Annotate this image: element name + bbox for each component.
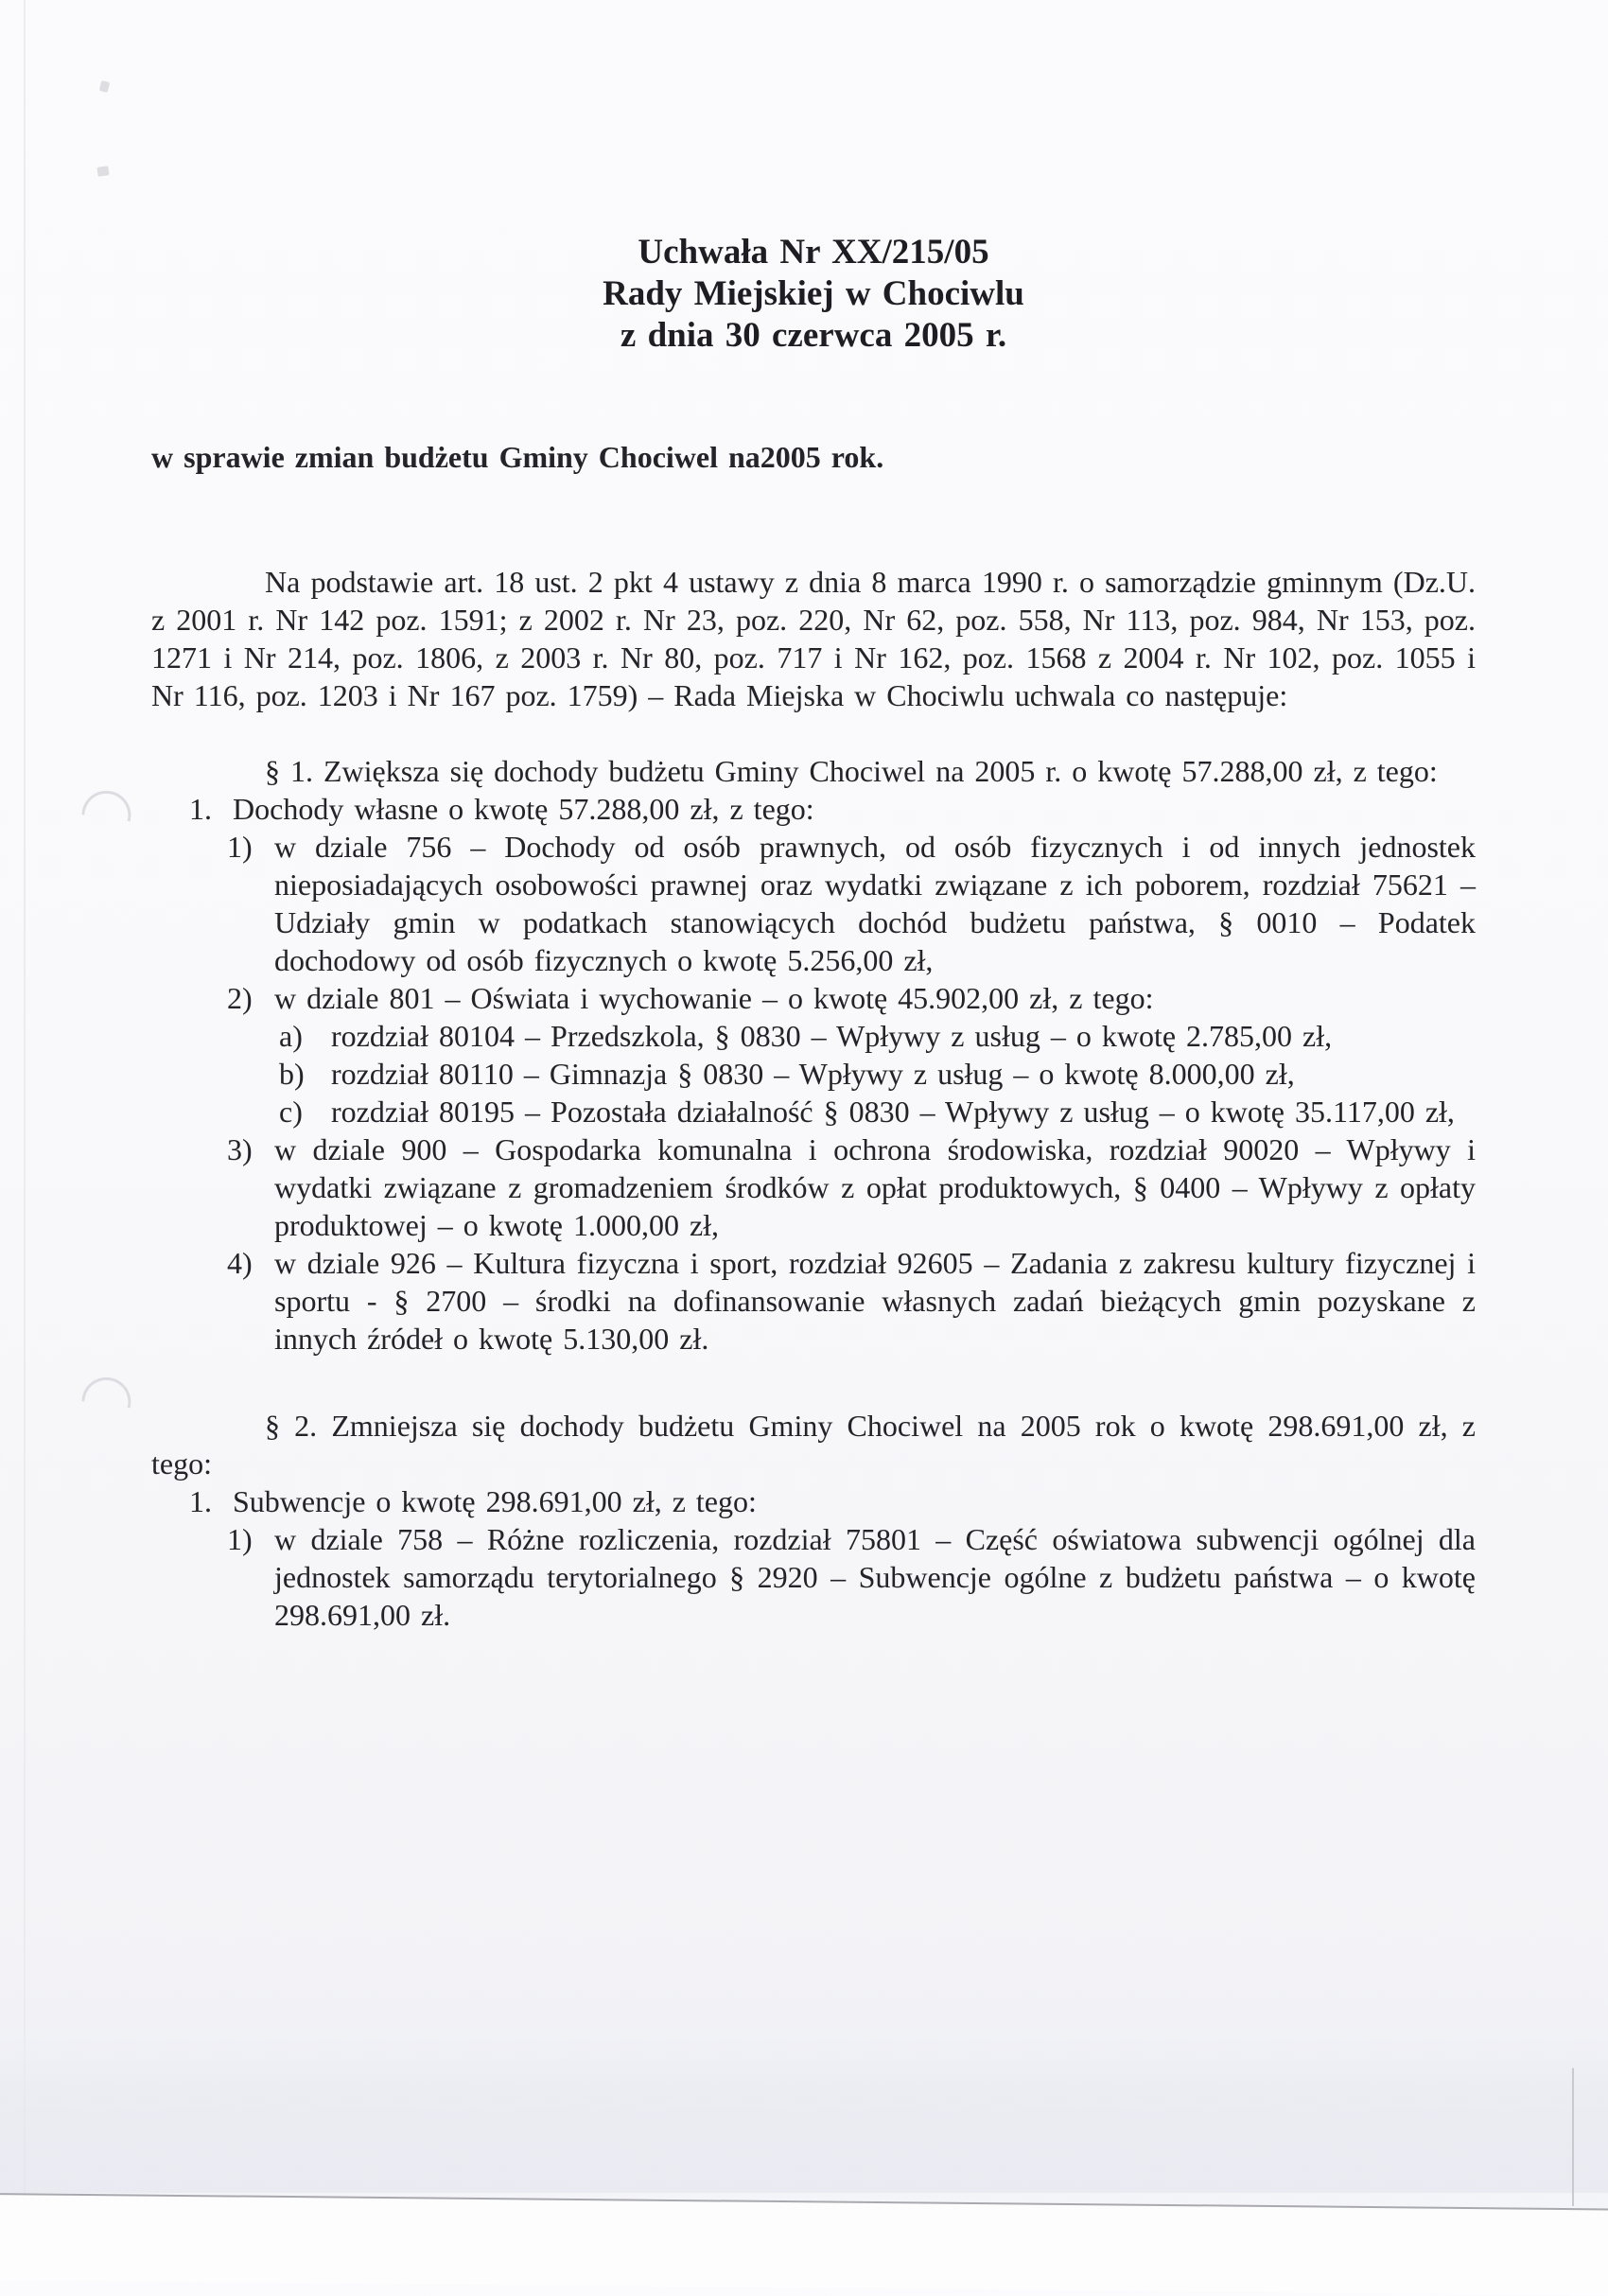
section-1-paragraph: § 1. Zwiększa się dochody budżetu Gminy Chociwel na 2005 r. o kwotę 57.288,00 zł, z tego:: [265, 754, 1438, 788]
list-marker: 4): [227, 1246, 253, 1280]
list-item-text: rozdział 80104 – Przedszkola, § 0830 – Wpływy z usług – o kwotę 2.785,00 zł,: [331, 1019, 1333, 1053]
document-body: [151, 232, 1476, 1634]
list-marker: 1): [227, 830, 253, 864]
legal-basis-paragraph: Na podstawie art. 18 ust. 2 pkt 4 ustawy z dnia 8 marca 1990 r. o samorządzie gminnym (Dz.U. z 2001 r. Nr 142 poz. 1591; z 2002 r. Nr 23, poz. 220, Nr 62, poz. 558, Nr 113, poz. 984, Nr 153, poz. 1271 i Nr 214, poz. 1806, z 2003 r. Nr 80, poz. 717 i Nr 162, poz. 1568 z 2004 r. Nr 102, poz. 1055 i Nr 116, poz. 1203 i Nr 167 poz. 1759) – Rada Miejska w Chociwlu uchwala co następuje:: [151, 565, 1476, 712]
list-item-text: rozdział 80110 – Gimnazja § 0830 – Wpływy z usług – o kwotę 8.000,00 zł,: [331, 1057, 1295, 1091]
subject-line: w sprawie zmian budżetu Gminy Chociwel na2005 rok.: [151, 440, 884, 474]
list-marker: 1.: [189, 792, 212, 826]
list-marker: b): [279, 1057, 305, 1091]
title-line-resolution-number: Uchwała Nr XX/215/05: [638, 233, 989, 272]
list-marker: c): [279, 1095, 303, 1129]
section-2-subitem-1: [151, 1520, 1476, 1634]
letter-item-a: [274, 1017, 1476, 1055]
paper-edge-right: [1572, 2068, 1574, 2206]
punch-hole-shadow: [81, 788, 134, 822]
page-fold-line: [24, 0, 26, 2204]
section-1-subitem-1: [151, 828, 1476, 979]
letter-item-b: [274, 1055, 1476, 1093]
list-marker: 1.: [189, 1484, 212, 1518]
title-line-council-name: Rady Miejskiej w Chociwlu: [603, 274, 1024, 313]
list-item-text: w dziale 756 – Dochody od osób prawnych, od osób fizycznych i od innych jednostek nieposiadających osobowości prawnej oraz wydatki związane z ich poborem, rozdział 75621 – Udziały gmin w podatkach stanowiących dochód budżetu państwa, § 0010 – Podatek dochodowy od osób fizycznych o kwotę 5.256,00 zł,: [274, 830, 1476, 977]
scan-shadow-band: [0, 2034, 1608, 2193]
letter-item-c: [274, 1093, 1476, 1130]
section-2-list-item: [151, 1482, 1476, 1520]
list-marker: a): [279, 1019, 303, 1053]
section-1-subitem-4: [151, 1244, 1476, 1358]
scan-speck: [99, 80, 110, 93]
list-marker: 1): [227, 1522, 253, 1556]
section-2-paragraph: § 2. Zmniejsza się dochody budżetu Gminy Chociwel na 2005 rok o kwotę 298.691,00 zł, z tego:: [151, 1409, 1476, 1481]
list-marker: 3): [227, 1132, 253, 1166]
list-item-text: Dochody własne o kwotę 57.288,00 zł, z tego:: [233, 792, 814, 826]
punch-hole-shadow: [81, 1375, 134, 1409]
list-item-text: w dziale 758 – Różne rozliczenia, rozdział 75801 – Część oświatowa subwencji ogólnej dla jednostek samorządu terytorialnego § 2920 – Subwencje ogólne z budżetu państwa – o kwotę 298.691,00 zł.: [274, 1522, 1476, 1632]
title-line-date: z dnia 30 czerwca 2005 r.: [620, 316, 1007, 355]
list-item-text: rozdział 80195 – Pozostała działalność § 0830 – Wpływy z usług – o kwotę 35.117,00 zł,: [331, 1095, 1455, 1129]
section-1-list-item: [151, 790, 1476, 828]
list-item-text: w dziale 900 – Gospodarka komunalna i ochrona środowiska, rozdział 90020 – Wpływy i wydatki związane z gromadzeniem środków z opłat produktowych, § 0400 – Wpływy z opłaty produktowej – o kwotę 1.000,00 zł,: [274, 1132, 1476, 1242]
paper-edge-bottom: [0, 2193, 1608, 2296]
section-1-subitem-3: [151, 1130, 1476, 1244]
section-1-subitem-2: [151, 979, 1476, 1130]
list-item-text: Subwencje o kwotę 298.691,00 zł, z tego:: [233, 1484, 757, 1518]
scan-speck: [96, 166, 109, 177]
section-1-subitem-2-letters: [274, 1017, 1476, 1130]
list-item-text: w dziale 801 – Oświata i wychowanie – o kwotę 45.902,00 zł, z tego:: [274, 981, 1154, 1015]
document-title-block: [151, 232, 1476, 357]
list-marker: 2): [227, 981, 253, 1015]
list-item-text: w dziale 926 – Kultura fizyczna i sport, rozdział 92605 – Zadania z zakresu kultury fizycznej i sportu - § 2700 – środki na dofinansowanie własnych zadań bieżących gmin pozyskane z innych źródeł o kwotę 5.130,00 zł.: [274, 1246, 1476, 1356]
